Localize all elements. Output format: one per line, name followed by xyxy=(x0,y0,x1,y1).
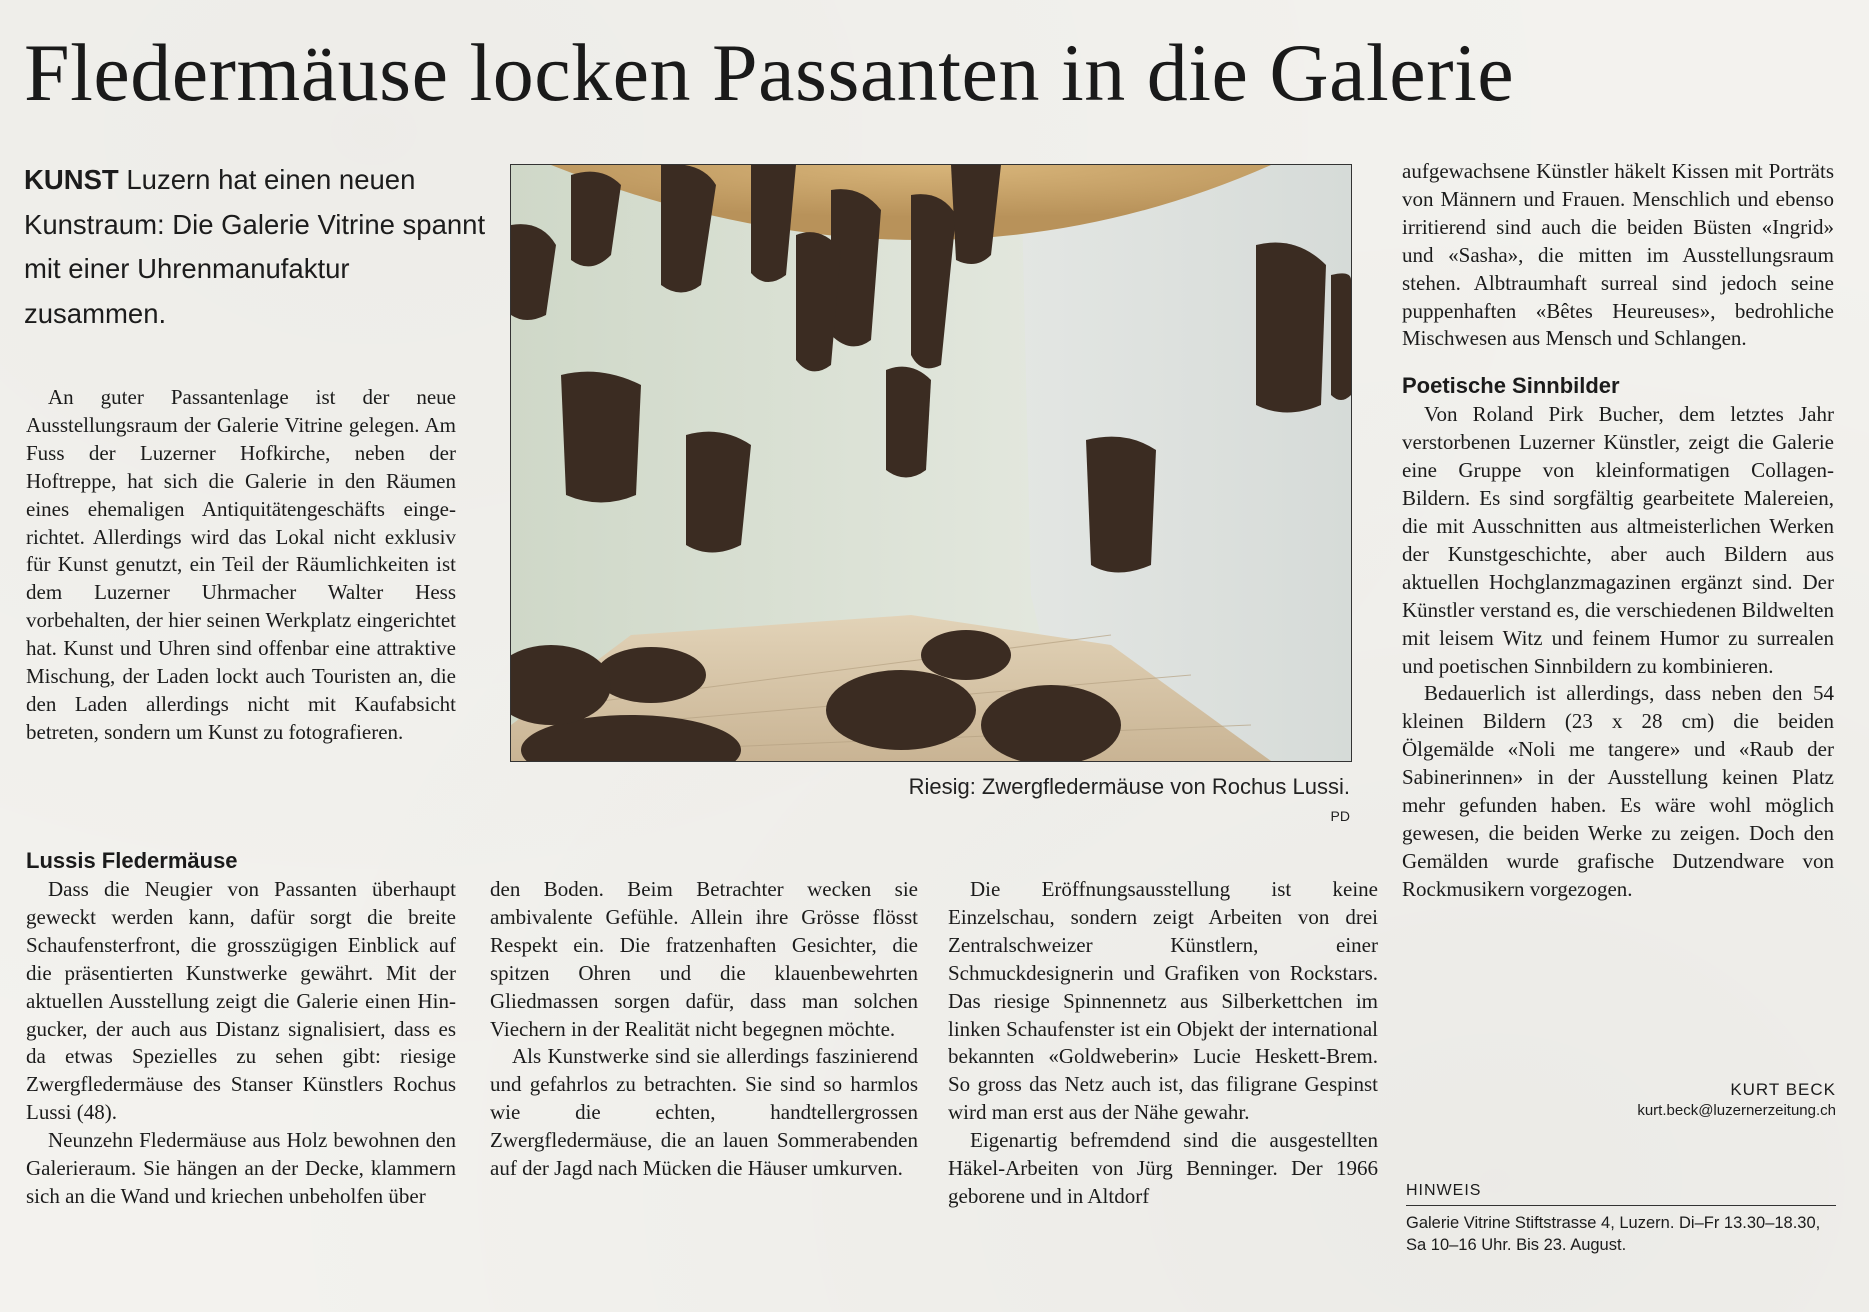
column-4 xyxy=(1402,158,1834,904)
subhead-poetische-sinnbilder: Poetische Sinnbilder xyxy=(1402,373,1620,399)
paragraph: Dass die Neugier von Passanten überhaupt geweckt werden kann, dafür sorgt die breite Schaufensterfront, die grosszügigen Einblick auf die präsentierten Kunstwerke gewährt. Mit der aktuellen Ausstellung zeigt die Galerie einen Hingucker, der auch aus Distanz signalisiert, dass es da etwas Spezielles zu sehen gibt: riesige Zwergfledermäuse des Stanser Künstlers Rochus Lussi (48). xyxy=(26,877,456,1125)
paragraph: Bedauerlich ist allerdings, dass neben den 54 kleinen Bildern (23 x 28 cm) die beiden Ölgemälde «Noli me tangere» und «Raub der Sabinerinnen» in der Ausstellung keinen Platz mehr gefunden haben. Es wäre wohl möglich gewesen, die beiden Werke zu zeigen. Doch den Gemälden wurde grafische Dutzendware von Rockmusikern vorgezogen. xyxy=(1402,681,1834,901)
paragraph: Die Eröffnungsausstellung ist keine Einzelschau, sondern zeigt Arbeiten von drei Zentralschweizer Künstlern, einer Schmuckdesignerin und Grafiken von Rockstars. Das riesige Spinnennetz aus Silberkettchen im linken Schaufenster ist ein Objekt der international bekannten «Goldweberin» Lucie Heskett-Brem. So gross das Netz auch ist, das filigrane Gespinst wird man erst aus der Nähe gewahr. xyxy=(948,877,1378,1125)
photo-caption: Riesig: Zwergfledermäuse von Rochus Lussi. xyxy=(908,774,1350,799)
lead-text: Luzern hat einen neuen Kunstraum: Die Galerie Vitrine spannt mit einer Uhrenmanufaktur zusammen. xyxy=(24,164,486,329)
headline: Fledermäuse locken Passanten in die Galerie xyxy=(24,27,1515,118)
author-email: kurt.beck@luzernerzeitung.ch xyxy=(1637,1102,1836,1119)
info-box-text: Galerie Vitrine Stiftstrasse 4, Luzern. Di–Fr 13.30–18.30, Sa 10–16 Uhr. Bis 23. August. xyxy=(1406,1214,1821,1254)
paragraph: Eigenartig befremdend sind die ausgestellten Häkel-Arbeiten von Jürg Benninger. Der 1966 geborene und in Altdorf xyxy=(948,1128,1378,1208)
paragraph: Neunzehn Fledermäuse aus Holz bewohnen den Galerieraum. Sie hängen an der Decke, klammern sich an die Wand und kriechen unbeholfen über xyxy=(26,1128,456,1208)
column-3 xyxy=(948,876,1378,1211)
article-photo xyxy=(510,164,1352,762)
photo-credit: PD xyxy=(1330,808,1350,824)
intro-paragraph: An guter Passantenlage ist der neue Ausstellungsraum der Galerie Vitrine gelegen. Am Fuss der Luzerner Hofkirche, neben der Hoftreppe, hat sich die Galerie in den Räumen eines ehemaligen Antiquitätengeschäfts eingerichtet. Allerdings wird das Lokal nicht exklusiv für Kunst genutzt, ein Teil der Räumlichkeiten ist dem Luzerner Uhrmacher Walter Hess vorbehalten, der hier seinen Werkplatz eingerichtet hat. Kunst und Uhren sind offenbar eine attraktive Mischung, der Laden lockt auch Touristen an, die den Laden allerdings nicht mit Kaufabsicht betreten, sondern um Kunst zu fotografieren. xyxy=(26,385,456,744)
author-name: KURT BECK xyxy=(1730,1080,1836,1099)
lead-paragraph xyxy=(24,158,494,336)
subhead-lussis-fledermaeuse: Lussis Fledermäuse xyxy=(26,848,238,873)
paragraph: den Boden. Beim Betrachter wecken sie ambivalente Gefühle. Allein ihre Grösse flösst Respekt ein. Die fratzenhaften Gesichter, die spitzen Ohren und die klauenbewehrten Gliedmassen sorgen dafür, dass man solchen Viechern in der Realität nicht begegnen möchte. xyxy=(490,877,918,1041)
bat-sculptures-image xyxy=(511,165,1351,761)
paragraph: Von Roland Pirk Bucher, dem letztes Jahr verstorbenen Luzerner Künstler, zeigt die Galerie eine Gruppe von kleinformatigen Collagen-Bildern. Es sind sorgfältig gearbeitete Malereien, die mit Ausschnitten aus altmeisterlichen Werken der Kunstgeschichte, aber auch Bildern aus aktuellen Hochglanzmagazinen ergänzt sind. Der Künstler verstand es, die verschiedenen Bildwelten mit leisem Witz und feinem Humor zu surrealen und poetischen Sinnbildern zu kombinieren. xyxy=(1402,402,1834,678)
column-1-intro xyxy=(26,384,456,747)
column-2 xyxy=(490,876,918,1183)
info-box-label: HINWEIS xyxy=(1406,1182,1836,1206)
paragraph: Als Kunstwerke sind sie allerdings faszinierend und gefahrlos zu betrachten. Sie sind so harmlos wie die echten, handtellergrossen Zwergfledermäuse, die an lauen Sommerabenden auf der Jagd nach Mücken die Häuser umkurven. xyxy=(490,1044,918,1181)
lead-kicker: KUNST xyxy=(24,164,119,195)
column-1 xyxy=(26,846,456,1211)
paragraph: aufgewachsene Künstler häkelt Kissen mit Porträts von Männern und Frauen. Menschlich und ebenso irritierend sind auch die beiden Büsten «Ingrid» und «Sasha», die mitten im Ausstellungsraum stehen. Albtraumhaft surreal sind jedoch seine puppenhaften «Bêtes Heureuses», bedrohliche Mischwesen aus Mensch und Schlangen. xyxy=(1402,159,1834,351)
info-box xyxy=(1406,1182,1836,1256)
